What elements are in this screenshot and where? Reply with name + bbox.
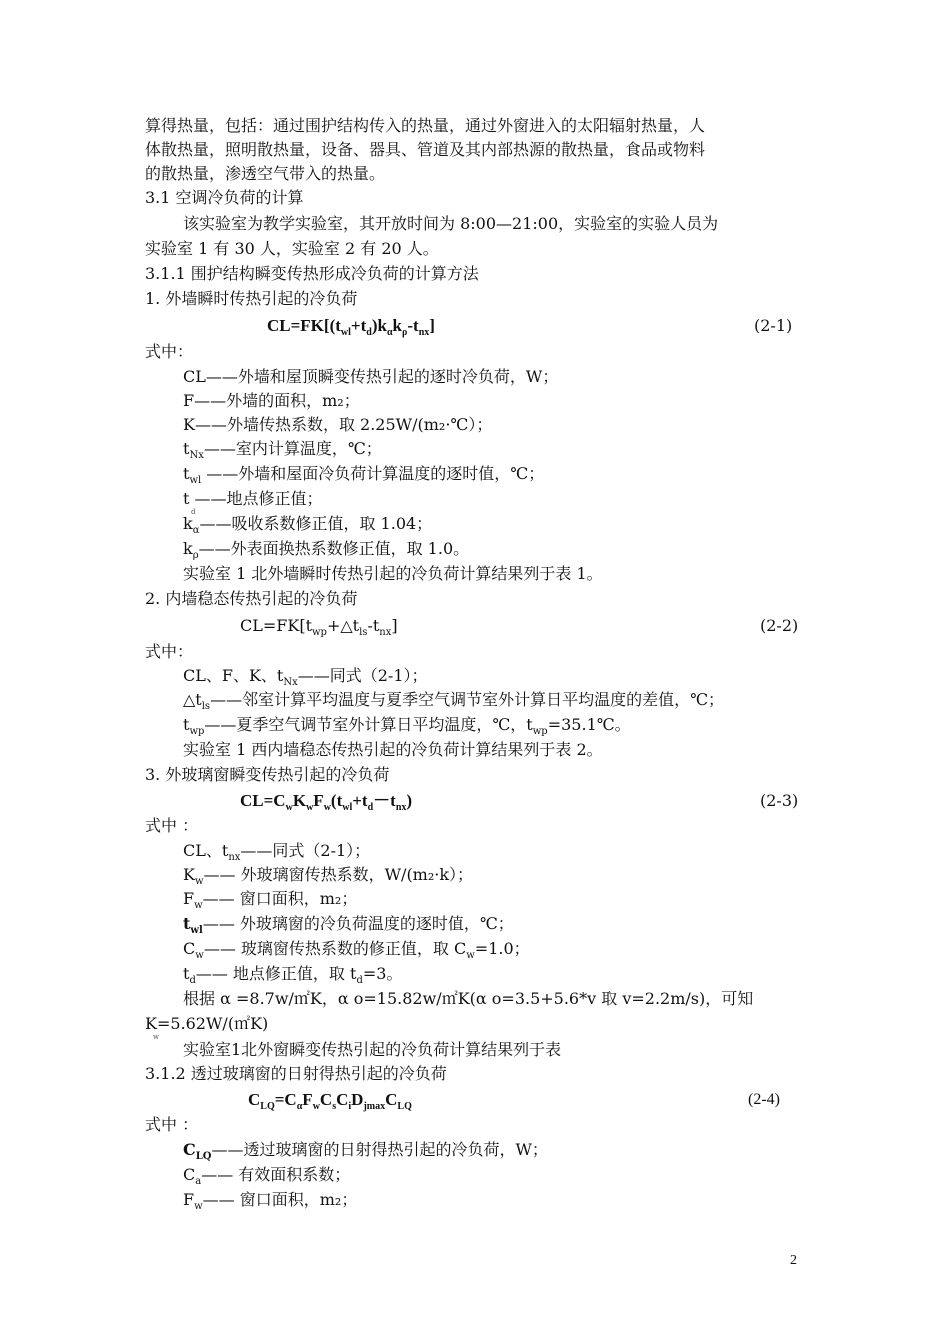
definition-line: t ——地点修正值； [183, 489, 323, 508]
definition-line: F——外墙的面积，m₂； [183, 391, 360, 410]
definition-text: =35.1℃。 [547, 715, 631, 734]
definition-text: —— 外玻璃窗传热系数，W/(m₂·k）； [203, 865, 474, 884]
where-label: 式中： [145, 342, 194, 361]
paragraph-line: 实验室 1 有 30 人，实验室 2 有 20 人。 [145, 239, 439, 258]
equation-number: (2-3) [760, 791, 799, 810]
definition-text: —— 外玻璃窗的冷负荷温度的逐时值，℃； [202, 914, 514, 933]
equation-number: (2-1) [754, 316, 793, 335]
section-heading-3-1-2: 3.1.2 透过玻璃窗的日射得热引起的冷负荷 [145, 1064, 447, 1083]
list-item-3: 3. 外玻璃窗瞬变传热引起的冷负荷 [145, 765, 390, 784]
equation-number: (2-2) [760, 616, 799, 635]
section-heading-3-1-1: 3.1.1 围护结构瞬变传热形成冷负荷的计算方法 [145, 264, 479, 283]
definition-line: 根据 α =8.7w/㎡K，α o=15.82w/㎡K(α o=3.5+5.6*v 取 v=2.2m/s)，可知 [183, 989, 754, 1008]
result-line: 实验室 1 北外墙瞬时传热引起的冷负荷计算结果列于表 1。 [183, 564, 603, 583]
subscript-w: w [153, 1033, 159, 1041]
where-label: 式中 ： [145, 816, 199, 835]
definition-text: ——外墙和屋面冷负荷计算温度的逐时值，℃； [206, 464, 545, 483]
definition-line: CL、F、K、$t_{Nx}——$同式（2-1）； [183, 666, 428, 688]
definition-line: $\triangle t_{ls}——$邻室计算平均温度与夏季空气调节室外计算日平均温度的差值，℃； [183, 690, 724, 712]
definition-line: $t_{wl}$ ——外墙和屋面冷负荷计算温度的逐时值，℃； [183, 464, 545, 486]
definition-line: $C_w——$ 玻璃窗传热系数的修正值，取 $C_w=1.0$； [183, 939, 530, 961]
definition-line: K——外墙传热系数，取 2.25W/(m₂·℃）； [183, 415, 493, 434]
definition-line: $K_w——$ 外玻璃窗传热系数，W/(m₂·k）； [183, 865, 474, 887]
definition-text: ——邻室计算平均温度与夏季空气调节室外计算日平均温度的差值，℃； [210, 690, 724, 709]
definition-text: —— 窗口面积，m₂； [202, 889, 358, 908]
definition-line: CL、$t_{nx}——$同式（2-1）； [183, 841, 371, 863]
formula-2-1: $CL=FK[(t_{wl}+t_d)k_\alpha k_\rho-t_{nx}]$ [267, 316, 435, 338]
where-label: 式中 ： [145, 1115, 199, 1134]
definition-text: CL、t [183, 841, 229, 860]
definition-text: ——透过玻璃窗的日射得热引起的冷负荷，W； [211, 1140, 548, 1159]
definition-line: $t_d——$ 地点修正值，取 $t_d=3$。 [183, 964, 403, 986]
definition-line: $C_{LQ}——$透过玻璃窗的日射得热引起的冷负荷，W； [183, 1140, 548, 1162]
definition-text: ——地点修正值； [194, 489, 323, 508]
definition-line: $k_\rho——$外表面换热系数修正值，取 1.0。 [183, 539, 470, 561]
section-heading-3-1: 3.1 空调冷负荷的计算 [145, 188, 304, 207]
definition-text: =1.0； [474, 939, 530, 958]
paragraph-line: 算得热量，包括：通过围护结构传入的热量，通过外窗进入的太阳辐射热量，人 [145, 116, 706, 135]
definition-line: $t_{wl}——$ 外玻璃窗的冷负荷温度的逐时值，℃； [183, 914, 514, 936]
formula-2-3: $CL=C_wK_wF_w(t_{wl}+t_d-t_{nx})$ [240, 791, 413, 813]
result-line: 实验室1北外窗瞬变传热引起的冷负荷计算结果列于表 [183, 1040, 562, 1059]
definition-line: $F_w——$ 窗口面积，m₂； [183, 889, 358, 911]
definition-text: —— 地点修正值，取 t [195, 964, 357, 983]
definition-text: —— 窗口面积，m₂； [202, 1190, 358, 1209]
definition-text: —— 有效面积系数； [201, 1165, 351, 1184]
definition-text: —— 玻璃窗传热系数的修正值，取 C [203, 939, 467, 958]
page-number: 2 [790, 1253, 797, 1268]
definition-line: $t_{Nx}——$室内计算温度，℃； [183, 439, 382, 461]
paragraph-line: 的散热量，渗透空气带入的热量。 [145, 164, 386, 183]
formula-2-4: $C_{LQ}=C_\alpha F_wC_sC_iD_{jmax}C_{LQ}$ [248, 1090, 412, 1112]
definition-text: ——夏季空气调节室外计算日平均温度，℃，t [204, 715, 533, 734]
definition-text: ——同式（2-1）； [240, 841, 371, 860]
where-label: 式中： [145, 642, 194, 661]
definition-line: CL——外墙和屋顶瞬变传热引起的逐时冷负荷，W； [183, 367, 559, 386]
definition-text: ——同式（2-1）； [297, 666, 428, 685]
equation-number: (2-4) [748, 1091, 780, 1108]
subscript-d: d [191, 508, 196, 516]
definition-line: K=5.62W/(㎡K) [145, 1014, 269, 1033]
list-item-2: 2. 内墙稳态传热引起的冷负荷 [145, 589, 358, 608]
paragraph-line: 体散热量，照明散热量，设备、器具、管道及其内部热源的散热量，食品或物料 [145, 140, 706, 159]
result-line: 实验室 1 西内墙稳态传热引起的冷负荷计算结果列于表 2。 [183, 740, 603, 759]
definition-text: ——外表面换热系数修正值，取 1.0。 [198, 539, 470, 558]
definition-text: =3。 [362, 964, 403, 983]
paragraph-line: 该实验室为教学实验室，其开放时间为 8:00—21:00，实验室的实验人员为 [183, 214, 719, 233]
definition-text: ——室内计算温度，℃； [203, 439, 382, 458]
formula-2-2: $CL=FK[t_{wp}+\triangle t_{ls}-t_{nx}]$ [240, 616, 398, 638]
definition-line: $C_a——$ 有效面积系数； [183, 1165, 351, 1187]
definition-line: $F_w——$ 窗口面积，m₂； [183, 1190, 358, 1212]
definition-text: ——吸收系数修正值，取 1.04； [199, 514, 433, 533]
definition-text: CL、F、K、t [183, 666, 284, 685]
definition-line: $k_\alpha——$吸收系数修正值，取 1.04； [183, 514, 433, 536]
list-item-1: 1. 外墙瞬时传热引起的冷负荷 [145, 289, 358, 308]
definition-line: $t_{wp}——$夏季空气调节室外计算日平均温度，℃，$t_{wp}=35.1℃$。 [183, 715, 631, 737]
